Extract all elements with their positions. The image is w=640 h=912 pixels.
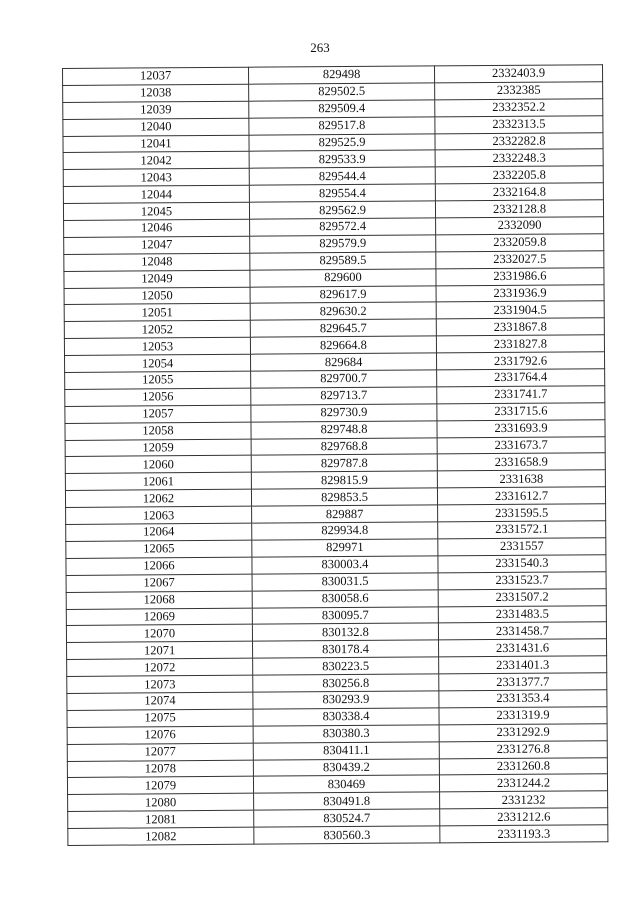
point-id-cell: 12055: [65, 371, 251, 389]
y-coordinate-cell: 2332128.8: [435, 200, 603, 218]
x-coordinate-cell: 829533.9: [249, 150, 435, 168]
y-coordinate-cell: 2331693.9: [437, 419, 605, 437]
point-id-cell: 12074: [67, 692, 253, 710]
point-id-cell: 12054: [65, 354, 251, 372]
y-coordinate-cell: 2332090: [436, 217, 604, 235]
point-id-cell: 12068: [66, 591, 252, 609]
x-coordinate-cell: 829700.7: [251, 370, 437, 388]
point-id-cell: 12081: [68, 810, 254, 828]
y-coordinate-cell: 2331319.9: [439, 707, 607, 725]
y-coordinate-cell: 2331557: [438, 538, 606, 556]
y-coordinate-cell: 2331292.9: [439, 723, 607, 741]
point-id-cell: 12046: [64, 219, 250, 237]
y-coordinate-cell: 2331540.3: [438, 555, 606, 573]
y-coordinate-cell: 2332352.2: [435, 99, 603, 117]
x-coordinate-cell: 830411.1: [253, 742, 439, 760]
x-coordinate-cell: 829645.7: [250, 319, 436, 337]
y-coordinate-cell: 2331401.3: [439, 656, 607, 674]
x-coordinate-cell: 830132.8: [252, 623, 438, 641]
point-id-cell: 12039: [63, 101, 249, 119]
y-coordinate-cell: 2331523.7: [438, 571, 606, 589]
point-id-cell: 12040: [63, 118, 249, 136]
x-coordinate-cell: 829600: [250, 269, 436, 287]
x-coordinate-cell: 829853.5: [251, 488, 437, 506]
point-id-cell: 12082: [68, 827, 254, 845]
point-id-cell: 12079: [67, 777, 253, 795]
point-id-cell: 12058: [65, 422, 251, 440]
y-coordinate-cell: 2332164.8: [435, 183, 603, 201]
x-coordinate-cell: 830338.4: [253, 708, 439, 726]
point-id-cell: 12061: [65, 473, 251, 491]
x-coordinate-cell: 830058.6: [252, 589, 438, 607]
point-id-cell: 12057: [65, 405, 251, 423]
x-coordinate-cell: 829713.7: [251, 387, 437, 405]
y-coordinate-cell: 2331483.5: [438, 605, 606, 623]
y-coordinate-cell: 2331638: [437, 470, 605, 488]
x-coordinate-cell: 830560.3: [254, 826, 440, 844]
y-coordinate-cell: 2331715.6: [437, 403, 605, 421]
y-coordinate-cell: 2332027.5: [436, 251, 604, 269]
point-id-cell: 12042: [63, 152, 249, 170]
point-id-cell: 12053: [64, 337, 250, 355]
point-id-cell: 12071: [67, 641, 253, 659]
y-coordinate-cell: 2332248.3: [435, 149, 603, 167]
x-coordinate-cell: 830524.7: [254, 809, 440, 827]
x-coordinate-cell: 830439.2: [253, 758, 439, 776]
x-coordinate-cell: 830178.4: [253, 640, 439, 658]
x-coordinate-cell: 829730.9: [251, 404, 437, 422]
y-coordinate-cell: 2331353.4: [439, 690, 607, 708]
point-id-cell: 12038: [63, 84, 249, 102]
point-id-cell: 12076: [67, 726, 253, 744]
point-id-cell: 12056: [65, 388, 251, 406]
x-coordinate-cell: 829630.2: [250, 302, 436, 320]
point-id-cell: 12048: [64, 253, 250, 271]
x-coordinate-cell: 829525.9: [249, 133, 435, 151]
x-coordinate-cell: 830003.4: [252, 556, 438, 574]
y-coordinate-cell: 2331741.7: [437, 386, 605, 404]
y-coordinate-cell: 2331232: [440, 791, 608, 809]
x-coordinate-cell: 830380.3: [253, 725, 439, 743]
point-id-cell: 12065: [66, 540, 252, 558]
y-coordinate-cell: 2331827.8: [436, 335, 604, 353]
page-number: 263: [310, 40, 330, 55]
y-coordinate-cell: 2331507.2: [438, 588, 606, 606]
x-coordinate-cell: 829544.4: [249, 167, 435, 185]
point-id-cell: 12043: [63, 169, 249, 187]
y-coordinate-cell: 2331764.4: [437, 369, 605, 387]
point-id-cell: 12060: [65, 456, 251, 474]
point-id-cell: 12064: [66, 523, 252, 541]
point-id-cell: 12080: [68, 793, 254, 811]
point-id-cell: 12045: [63, 202, 249, 220]
x-coordinate-cell: 829815.9: [251, 471, 437, 489]
x-coordinate-cell: 830469: [253, 775, 439, 793]
point-id-cell: 12059: [65, 439, 251, 457]
point-id-cell: 12072: [67, 658, 253, 676]
y-coordinate-cell: 2331276.8: [439, 740, 607, 758]
y-coordinate-cell: 2331595.5: [438, 504, 606, 522]
y-coordinate-cell: 2332385: [435, 82, 603, 100]
point-id-cell: 12077: [67, 743, 253, 761]
point-id-cell: 12044: [63, 185, 249, 203]
point-id-cell: 12050: [64, 287, 250, 305]
y-coordinate-cell: 2331792.6: [436, 352, 604, 370]
point-id-cell: 12062: [65, 489, 251, 507]
y-coordinate-cell: 2331431.6: [439, 639, 607, 657]
x-coordinate-cell: 829517.8: [249, 117, 435, 135]
x-coordinate-cell: 830095.7: [252, 606, 438, 624]
x-coordinate-cell: 829554.4: [249, 184, 435, 202]
table-body: [63, 65, 608, 846]
x-coordinate-cell: 830293.9: [253, 691, 439, 709]
point-id-cell: 12067: [66, 574, 252, 592]
x-coordinate-cell: 829787.8: [251, 454, 437, 472]
y-coordinate-cell: 2331673.7: [437, 436, 605, 454]
point-id-cell: 12066: [66, 557, 252, 575]
y-coordinate-cell: 2331377.7: [439, 673, 607, 691]
table-row: [68, 825, 608, 846]
x-coordinate-cell: 829579.9: [250, 235, 436, 253]
x-coordinate-cell: 829887: [252, 505, 438, 523]
x-coordinate-cell: 830031.5: [252, 573, 438, 591]
point-id-cell: 12051: [64, 304, 250, 322]
y-coordinate-cell: 2332059.8: [436, 234, 604, 252]
y-coordinate-cell: 2331612.7: [437, 487, 605, 505]
point-id-cell: 12052: [64, 321, 250, 339]
x-coordinate-cell: 830256.8: [253, 674, 439, 692]
x-coordinate-cell: 830223.5: [253, 657, 439, 675]
x-coordinate-cell: 829498: [248, 66, 434, 84]
y-coordinate-cell: 2332313.5: [435, 115, 603, 133]
y-coordinate-cell: 2331658.9: [437, 453, 605, 471]
y-coordinate-cell: 2332282.8: [435, 132, 603, 150]
x-coordinate-cell: 829664.8: [250, 336, 436, 354]
y-coordinate-cell: 2331572.1: [438, 521, 606, 539]
point-id-cell: 12037: [63, 67, 249, 85]
y-coordinate-cell: 2331986.6: [436, 267, 604, 285]
y-coordinate-cell: 2331936.9: [436, 284, 604, 302]
y-coordinate-cell: 2332403.9: [434, 65, 602, 83]
x-coordinate-cell: 830491.8: [254, 792, 440, 810]
y-coordinate-cell: 2331244.2: [439, 774, 607, 792]
point-id-cell: 12063: [66, 506, 252, 524]
point-id-cell: 12070: [66, 625, 252, 643]
x-coordinate-cell: 829971: [252, 539, 438, 557]
point-id-cell: 12069: [66, 608, 252, 626]
y-coordinate-cell: 2331867.8: [436, 318, 604, 336]
x-coordinate-cell: 829684: [251, 353, 437, 371]
point-id-cell: 12078: [67, 760, 253, 778]
x-coordinate-cell: 829572.4: [250, 218, 436, 236]
x-coordinate-cell: 829748.8: [251, 421, 437, 439]
x-coordinate-cell: 829502.5: [249, 83, 435, 101]
x-coordinate-cell: 829509.4: [249, 100, 435, 118]
y-coordinate-cell: 2332205.8: [435, 166, 603, 184]
y-coordinate-cell: 2331260.8: [439, 757, 607, 775]
coordinate-table: [62, 64, 608, 846]
y-coordinate-cell: 2331458.7: [438, 622, 606, 640]
x-coordinate-cell: 829768.8: [251, 437, 437, 455]
x-coordinate-cell: 829617.9: [250, 285, 436, 303]
point-id-cell: 12041: [63, 135, 249, 153]
point-id-cell: 12073: [67, 675, 253, 693]
point-id-cell: 12075: [67, 709, 253, 727]
point-id-cell: 12047: [64, 236, 250, 254]
y-coordinate-cell: 2331212.6: [440, 808, 608, 826]
point-id-cell: 12049: [64, 270, 250, 288]
y-coordinate-cell: 2331193.3: [440, 825, 608, 843]
x-coordinate-cell: 829589.5: [250, 252, 436, 270]
y-coordinate-cell: 2331904.5: [436, 301, 604, 319]
x-coordinate-cell: 829562.9: [249, 201, 435, 219]
x-coordinate-cell: 829934.8: [252, 522, 438, 540]
